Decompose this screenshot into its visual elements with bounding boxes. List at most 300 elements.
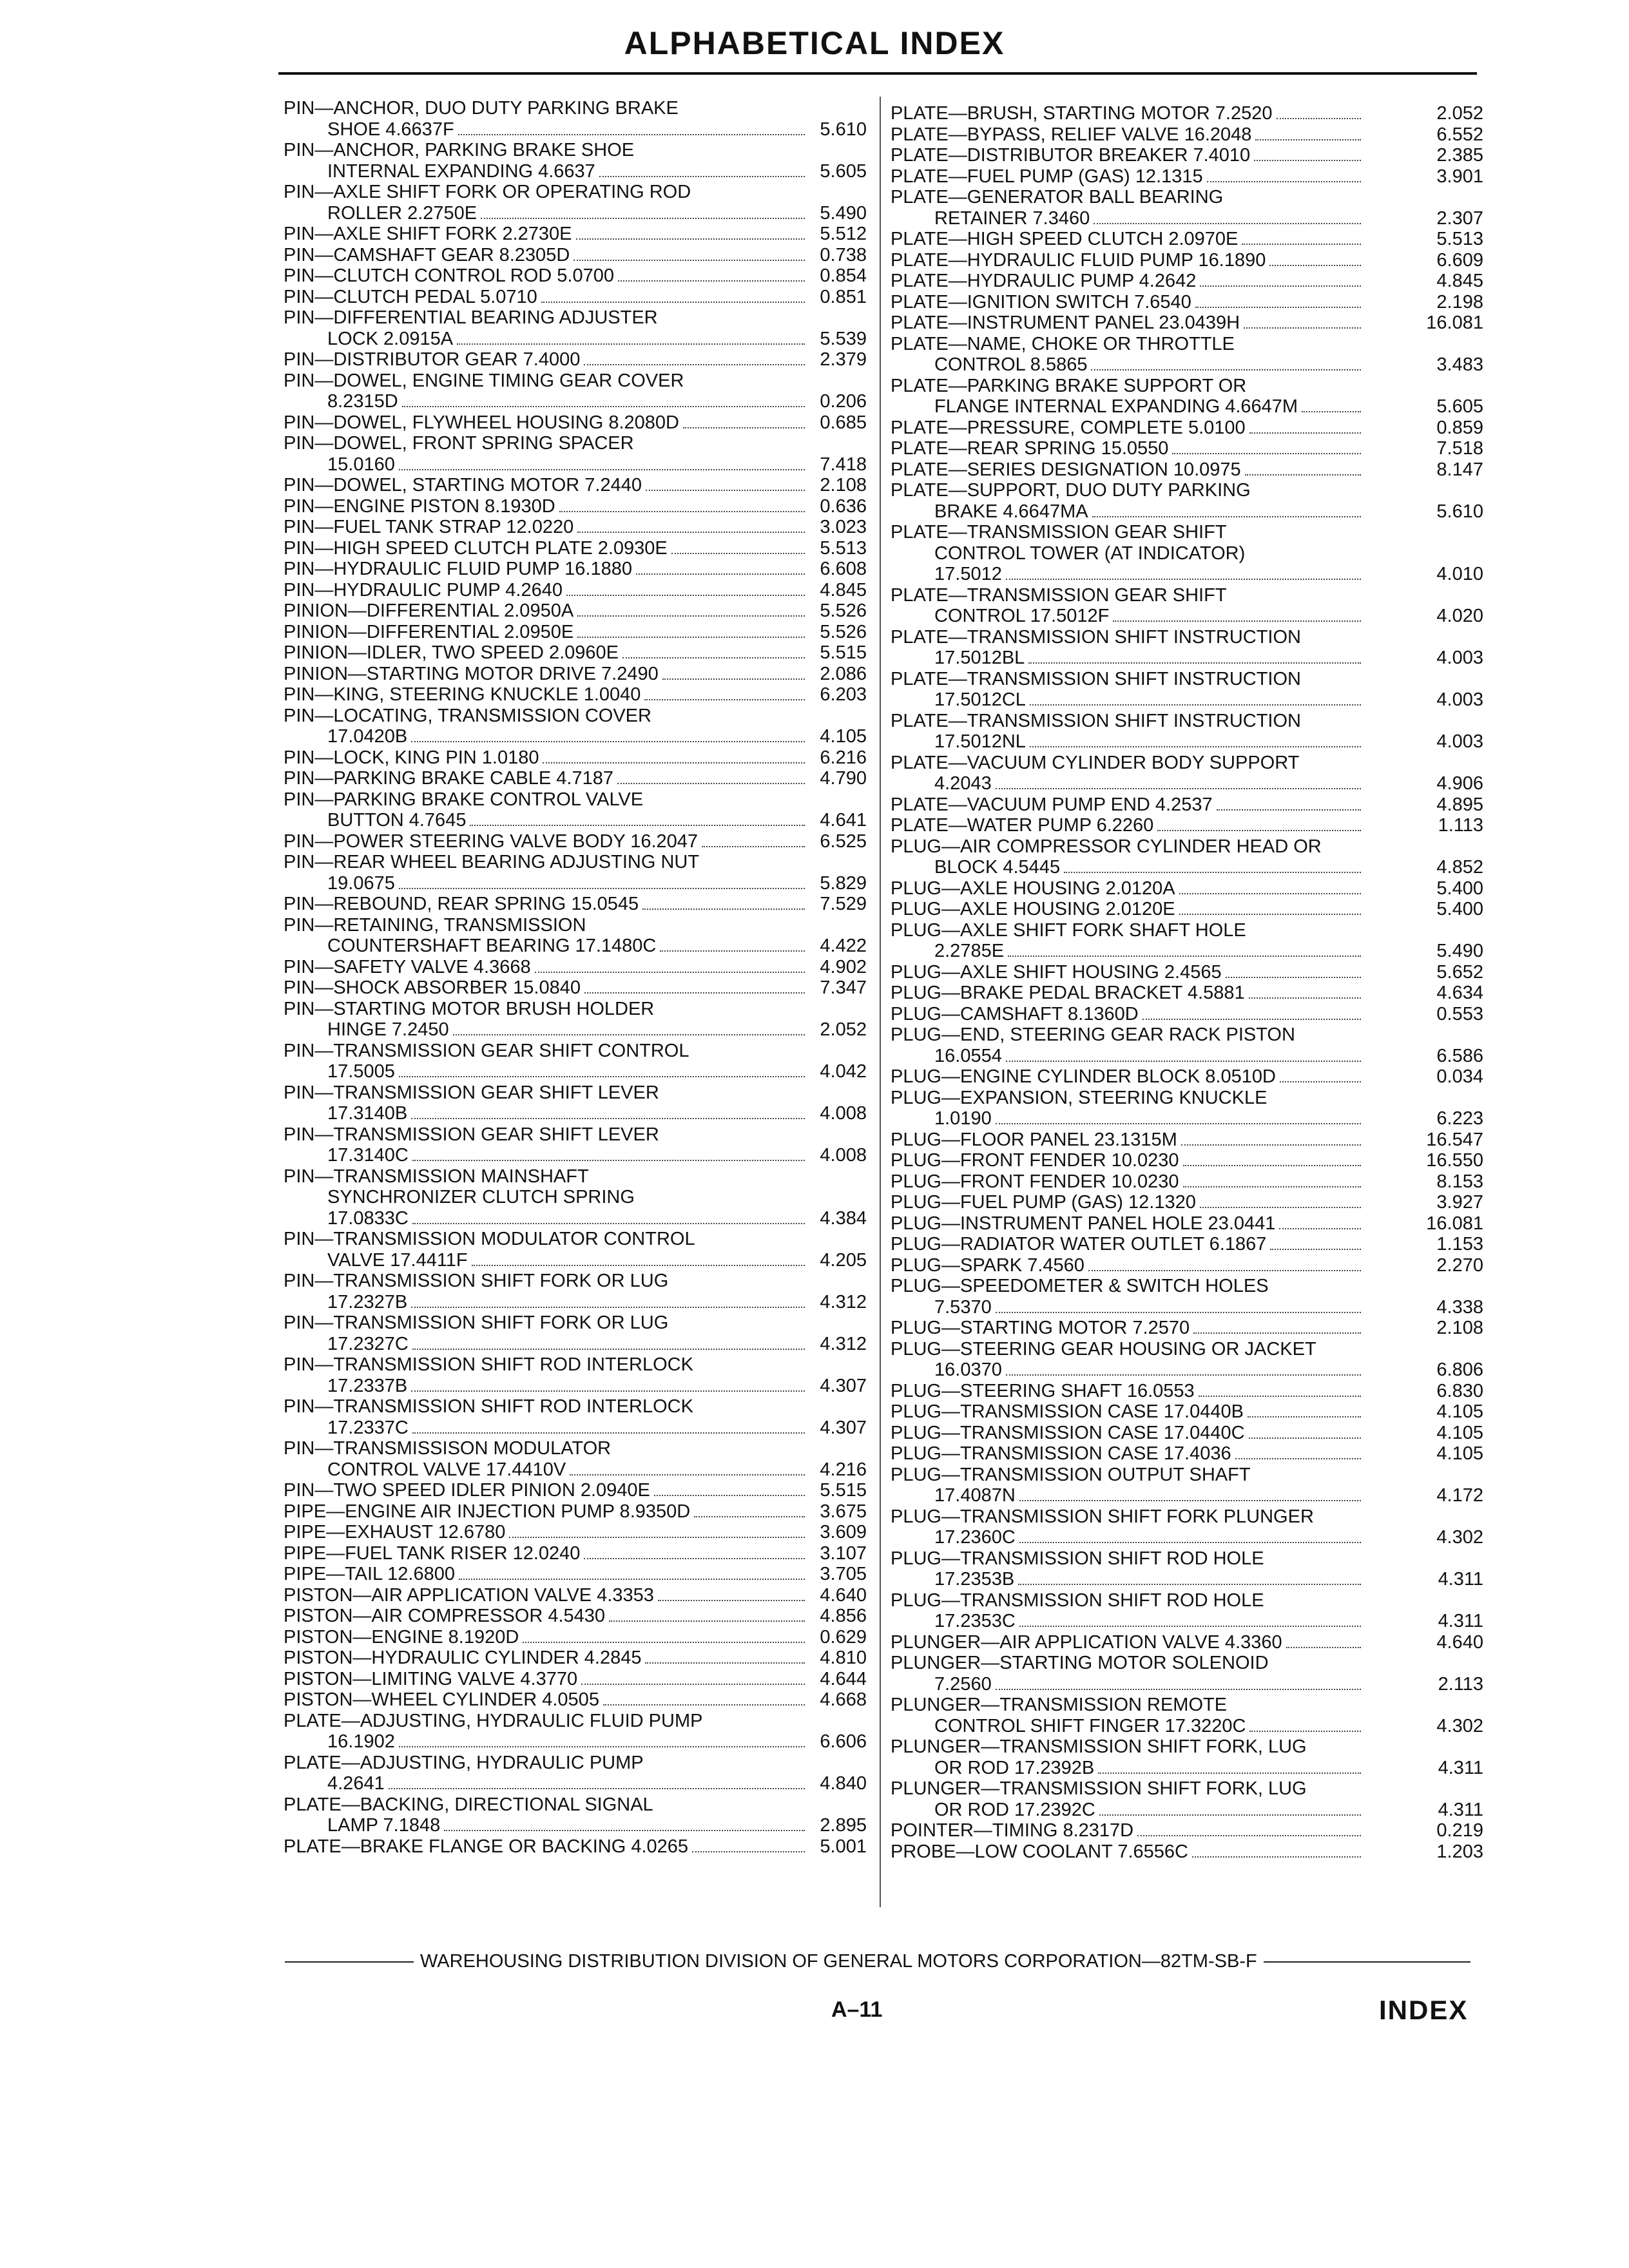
entry-last-line — [891, 1841, 1483, 1863]
dot-leader — [1006, 1048, 1361, 1062]
entry-text-line: PLUG—SPARK 7.4560 — [891, 1254, 1084, 1276]
entry-last-line — [284, 873, 867, 894]
index-entry — [891, 627, 1483, 669]
entry-text-line: SHOE 4.6637F — [327, 119, 454, 140]
entry-text-line: PISTON—ENGINE 8.1920D — [284, 1626, 519, 1648]
entry-text-line: PIN—TRANSMISSION SHIFT FORK OR LUG — [284, 1312, 669, 1333]
entry-text-line: PISTON—WHEEL CYLINDER 4.0505 — [284, 1689, 599, 1710]
index-entry — [891, 376, 1483, 418]
entry-page-ref: 5.610 — [820, 119, 867, 140]
entry-page-ref: 2.198 — [1436, 291, 1483, 312]
dot-leader — [1235, 1445, 1361, 1459]
entry-text-line: PIN—DIFFERENTIAL BEARING ADJUSTER — [284, 307, 658, 328]
entry-page-ref: 4.020 — [1436, 606, 1483, 626]
entry-page-ref: 4.042 — [820, 1061, 867, 1082]
entry-text-line: 16.1902 — [327, 1731, 395, 1752]
entry-text-line: PLUG—TRANSMISSION OUTPUT SHAFT — [891, 1464, 1251, 1485]
entry-text-line: PLATE—SUPPORT, DUO DUTY PARKING — [891, 480, 1251, 501]
index-entry — [284, 1166, 867, 1229]
entry-text-line: PIPE—FUEL TANK RISER 12.0240 — [284, 1542, 581, 1564]
index-entry — [891, 1004, 1483, 1025]
index-entry — [284, 580, 867, 601]
entry-text-line: PIN—LOCATING, TRANSMISSION COVER — [284, 705, 651, 726]
dot-leader — [412, 1419, 805, 1434]
entry-page-ref: 8.147 — [1436, 459, 1483, 480]
entry-text-line: PIN—KING, STEERING KNUCKLE 1.0040 — [284, 684, 641, 705]
entry-text-line: 17.4087N — [934, 1485, 1016, 1506]
entry-page-ref: 4.311 — [1438, 1611, 1483, 1631]
entry-last-line — [284, 601, 867, 622]
entry-text-line: PLUG—AXLE SHIFT HOUSING 2.4565 — [891, 961, 1222, 983]
entry-page-ref: 2.895 — [820, 1815, 867, 1836]
entry-text-line: LOCK 2.0915A — [327, 328, 454, 349]
entry-page-ref: 7.347 — [820, 977, 867, 998]
index-entry — [891, 1506, 1483, 1548]
dot-leader — [389, 1775, 805, 1789]
index-entry — [284, 412, 867, 434]
index-entry — [284, 1082, 867, 1124]
entry-text-line: PIN—TRANSMISSION MODULATOR CONTROL — [284, 1229, 695, 1249]
entry-last-line — [284, 329, 867, 350]
entry-page-ref: 0.851 — [820, 286, 867, 307]
entry-text-line: PIN—TWO SPEED IDLER PINION 2.0940E — [284, 1480, 650, 1501]
entry-text-line: PIN—TRANSMISSION MAINSHAFT — [284, 1166, 589, 1187]
dot-leader — [459, 1566, 805, 1580]
entry-text-line: PLATE—TRANSMISSION GEAR SHIFT — [891, 584, 1227, 606]
dot-leader — [411, 1105, 805, 1119]
entry-page-ref: 4.840 — [820, 1773, 867, 1794]
dot-leader — [584, 351, 805, 365]
entry-last-line — [891, 1443, 1483, 1465]
entry-text-line: 17.2337C — [327, 1417, 409, 1438]
dot-leader — [472, 1252, 805, 1266]
entry-text-line: 17.3140B — [327, 1103, 408, 1124]
dot-leader — [683, 414, 805, 428]
entry-text-line: PLATE—INSTRUMENT PANEL 23.0439H — [891, 312, 1240, 333]
dot-leader — [1192, 1843, 1361, 1858]
entry-last-line — [891, 648, 1483, 669]
entry-last-line — [891, 1297, 1483, 1318]
entry-last-line — [284, 977, 867, 999]
entry-text-line: PLATE—PARKING BRAKE SUPPORT OR — [891, 375, 1247, 396]
index-entry — [284, 182, 867, 224]
entry-text-line: PLATE—HYDRAULIC FLUID PUMP 16.1890 — [891, 249, 1266, 271]
dot-leader — [662, 666, 805, 680]
entry-text-line: PLUG—ENGINE CYLINDER BLOCK 8.0510D — [891, 1066, 1276, 1087]
dot-leader — [399, 875, 805, 889]
entry-last-line — [891, 1066, 1483, 1088]
entry-text-line: 17.5012NL — [934, 731, 1026, 752]
entry-last-line — [891, 271, 1483, 292]
entry-page-ref: 0.629 — [820, 1626, 867, 1648]
dot-leader — [1088, 1257, 1361, 1271]
index-entry — [891, 418, 1483, 439]
entry-text-line: 19.0675 — [327, 872, 395, 894]
entry-text-line: PLUG—TRANSMISSION CASE 17.0440C — [891, 1422, 1245, 1443]
entry-page-ref: 5.526 — [820, 601, 867, 621]
index-entry — [891, 899, 1483, 920]
entry-page-ref: 4.172 — [1436, 1485, 1483, 1506]
entry-page-ref: 4.307 — [820, 1417, 867, 1438]
dot-leader — [996, 775, 1361, 789]
entry-text-line: PIN—ANCHOR, DUO DUTY PARKING BRAKE — [284, 98, 679, 119]
dot-leader — [1195, 294, 1361, 308]
entry-text-line: PLATE—DISTRIBUTOR BREAKER 7.4010 — [891, 145, 1251, 166]
entry-text-line: PINION—STARTING MOTOR DRIVE 7.2490 — [284, 663, 659, 684]
entry-text-line: PIN—LOCK, KING PIN 1.0180 — [284, 747, 539, 768]
entry-text-line: 7.5370 — [934, 1296, 992, 1318]
entry-last-line — [891, 962, 1483, 983]
entry-page-ref: 3.023 — [820, 517, 867, 537]
entry-page-ref: 4.422 — [820, 936, 867, 956]
entry-text-line: PLATE—BRAKE FLANGE OR BACKING 4.0265 — [284, 1836, 689, 1857]
entry-text-line: PLUG—EXPANSION, STEERING KNUCKLE — [891, 1087, 1268, 1108]
entry-last-line — [284, 1669, 867, 1690]
entry-last-line — [891, 606, 1483, 627]
entry-text-line: PLATE—GENERATOR BALL BEARING — [891, 187, 1224, 207]
entry-text-line: CONTROL VALVE 17.4410V — [327, 1459, 566, 1480]
entry-last-line — [891, 1401, 1483, 1423]
entry-page-ref: 2.379 — [820, 349, 867, 370]
entry-last-line — [891, 1234, 1483, 1255]
entry-text-line: HINGE 7.2450 — [327, 1019, 449, 1040]
entry-text-line: LAMP 7.1848 — [327, 1815, 441, 1836]
entry-page-ref: 4.312 — [820, 1291, 867, 1312]
entry-last-line — [284, 1543, 867, 1564]
index-entry — [284, 1836, 867, 1858]
dot-leader — [566, 582, 805, 596]
entry-page-ref: 2.052 — [820, 1019, 867, 1040]
entry-text-line: PIN—TRANSMISSION SHIFT ROD INTERLOCK — [284, 1396, 693, 1417]
entry-text-line: PIN—PARKING BRAKE CONTROL VALVE — [284, 789, 644, 810]
dot-leader — [1254, 147, 1361, 161]
dot-leader — [692, 1838, 805, 1852]
entry-text-line: PIN—REBOUND, REAR SPRING 15.0545 — [284, 894, 639, 914]
entry-last-line — [891, 229, 1483, 250]
dot-leader — [509, 1524, 805, 1538]
entry-page-ref: 3.927 — [1436, 1192, 1483, 1213]
index-entry — [891, 438, 1483, 459]
index-entry — [891, 1066, 1483, 1088]
entry-text-line: PLUG—STEERING GEAR HOUSING OR JACKET — [891, 1338, 1316, 1360]
entry-page-ref: 4.302 — [1436, 1527, 1483, 1548]
dot-leader — [660, 937, 805, 952]
entry-page-ref: 6.203 — [820, 684, 867, 705]
index-entry — [284, 1522, 867, 1543]
entry-text-line: PIN—TRANSMISSION SHIFT ROD INTERLOCK — [284, 1354, 693, 1375]
dot-leader — [1242, 231, 1361, 245]
entry-text-line: PLATE—REAR SPRING 15.0550 — [891, 438, 1169, 459]
entry-text-line: PIN—FUEL TANK STRAP 12.0220 — [284, 517, 574, 537]
dot-leader — [1030, 733, 1361, 747]
entry-last-line — [891, 418, 1483, 439]
index-entry — [284, 1794, 867, 1836]
index-entry — [891, 1841, 1483, 1863]
dot-leader — [411, 1294, 805, 1308]
entry-page-ref: 4.338 — [1436, 1296, 1483, 1318]
dot-leader — [1270, 1236, 1361, 1250]
entry-page-ref: 5.829 — [820, 872, 867, 894]
entry-page-ref: 5.400 — [1436, 899, 1483, 919]
entry-text-line: PLATE—TRANSMISSION SHIFT INSTRUCTION — [891, 626, 1301, 648]
dot-leader — [412, 1336, 805, 1350]
entry-text-line: 7.2560 — [934, 1673, 992, 1695]
entry-text-line: PIPE—TAIL 12.6800 — [284, 1564, 455, 1584]
dot-leader — [1137, 1822, 1361, 1836]
left-index-column — [284, 98, 867, 1857]
entry-page-ref: 4.634 — [1436, 983, 1483, 1003]
entry-text-line: PISTON—LIMITING VALVE 4.3770 — [284, 1668, 578, 1689]
entry-last-line — [284, 1564, 867, 1585]
index-entry — [891, 1778, 1483, 1820]
entry-last-line — [284, 265, 867, 287]
dot-leader — [481, 205, 805, 219]
dot-leader — [399, 1063, 805, 1077]
entry-text-line: PIN—PARKING BRAKE CABLE 4.7187 — [284, 768, 614, 789]
dot-leader — [1245, 461, 1361, 476]
index-entry — [891, 1234, 1483, 1255]
index-entry — [891, 1695, 1483, 1736]
index-entry — [284, 706, 867, 747]
entry-text-line: PIN—REAR WHEEL BEARING ADJUSTING NUT — [284, 852, 700, 872]
index-entry — [284, 1689, 867, 1711]
index-entry — [891, 962, 1483, 983]
index-entry — [284, 475, 867, 496]
dot-leader — [622, 644, 805, 658]
dot-leader — [599, 163, 805, 177]
index-entry — [284, 1229, 867, 1271]
entry-text-line: BRAKE 4.6647MA — [934, 501, 1088, 522]
entry-page-ref: 5.526 — [820, 621, 867, 642]
entry-text-line: PLUG—TRANSMISSION SHIFT ROD HOLE — [891, 1548, 1264, 1569]
dot-leader — [1019, 1613, 1361, 1627]
entry-page-ref: 5.515 — [820, 642, 867, 663]
entry-last-line — [891, 1611, 1483, 1632]
entry-text-line: PLATE—SERIES DESIGNATION 10.0975 — [891, 459, 1241, 480]
dot-leader — [1094, 210, 1361, 224]
dot-leader — [1249, 419, 1361, 434]
dot-leader — [646, 477, 805, 491]
entry-page-ref: 1.113 — [1438, 815, 1483, 836]
entry-page-ref: 0.553 — [1436, 1003, 1483, 1024]
entry-last-line — [891, 208, 1483, 229]
entry-text-line: 17.5005 — [327, 1061, 395, 1082]
entry-last-line — [284, 622, 867, 643]
index-entry — [891, 522, 1483, 585]
entry-last-line — [284, 1815, 867, 1836]
entry-page-ref: 3.705 — [820, 1564, 867, 1584]
index-entry — [891, 920, 1483, 962]
entry-text-line: 2.2785E — [934, 941, 1005, 961]
dot-leader — [444, 1817, 805, 1831]
index-entry — [891, 1255, 1483, 1276]
dot-leader — [535, 959, 805, 973]
entry-last-line — [891, 501, 1483, 523]
entry-page-ref: 4.311 — [1438, 1757, 1483, 1778]
dot-leader — [1255, 126, 1361, 140]
entry-page-ref: 5.539 — [820, 328, 867, 349]
entry-page-ref: 8.153 — [1436, 1171, 1483, 1192]
index-entry — [284, 622, 867, 643]
entry-last-line — [891, 1569, 1483, 1590]
index-entry — [891, 794, 1483, 816]
entry-text-line: PLATE—TRANSMISSION SHIFT INSTRUCTION — [891, 668, 1301, 689]
footer-text: WAREHOUSING DISTRIBUTION DIVISION OF GENERAL MOTORS CORPORATION—82TM-SB-F — [420, 1951, 1257, 1972]
index-entry — [891, 1129, 1483, 1151]
entry-page-ref: 4.105 — [820, 726, 867, 747]
index-entry — [284, 349, 867, 370]
entry-text-line: PLATE—HIGH SPEED CLUTCH 2.0970E — [891, 229, 1239, 249]
entry-text-line: PINION—DIFFERENTIAL 2.0950E — [284, 621, 574, 642]
entry-last-line — [891, 1046, 1483, 1067]
entry-text-line: OR ROD 17.2392B — [934, 1757, 1095, 1778]
entry-last-line — [891, 354, 1483, 376]
entry-last-line — [284, 1689, 867, 1711]
entry-text-line: PISTON—AIR APPLICATION VALVE 4.3353 — [284, 1584, 654, 1606]
entry-text-line: PIN—DOWEL, FRONT SPRING SPACER — [284, 433, 634, 454]
index-entry — [891, 480, 1483, 522]
dot-leader — [1019, 1529, 1361, 1543]
entry-text-line: CONTROL 17.5012F — [934, 606, 1110, 626]
index-entry — [284, 1606, 867, 1627]
dot-leader — [1200, 1194, 1361, 1208]
entry-last-line — [891, 1004, 1483, 1025]
entry-page-ref: 0.034 — [1436, 1066, 1483, 1087]
entry-page-ref: 4.311 — [1438, 1799, 1483, 1820]
index-entry — [891, 1736, 1483, 1778]
entry-text-line: PLATE—PRESSURE, COMPLETE 5.0100 — [891, 417, 1246, 438]
entry-text-line: PIN—HYDRAULIC PUMP 4.2640 — [284, 579, 563, 601]
entry-page-ref: 4.384 — [820, 1207, 867, 1229]
index-entry — [891, 250, 1483, 271]
entry-text-line: PLUG—FUEL PUMP (GAS) 12.1320 — [891, 1192, 1196, 1213]
entry-last-line — [284, 559, 867, 580]
entry-last-line — [284, 412, 867, 434]
dot-leader — [1008, 943, 1361, 957]
entry-last-line — [891, 166, 1483, 187]
dot-leader — [1098, 1760, 1361, 1774]
dot-leader — [1279, 1215, 1361, 1229]
entry-text-line: PLATE—BYPASS, RELIEF VALVE 16.2048 — [891, 124, 1252, 145]
entry-text-line: PIN—ANCHOR, PARKING BRAKE SHOE — [284, 140, 635, 160]
entry-last-line — [284, 726, 867, 747]
entry-last-line — [284, 1627, 867, 1648]
entry-text-line: PLATE—WATER PUMP 6.2260 — [891, 815, 1154, 836]
index-entry — [284, 1753, 867, 1794]
entry-text-line: PLUG—FRONT FENDER 10.0230 — [891, 1150, 1179, 1171]
entry-last-line — [284, 1418, 867, 1439]
entry-page-ref: 4.902 — [820, 956, 867, 977]
entry-text-line: PLUNGER—TRANSMISSION SHIFT FORK, LUG — [891, 1736, 1307, 1757]
entry-page-ref: 1.153 — [1436, 1234, 1483, 1254]
entry-text-line: PIN—TRANSMISSION GEAR SHIFT LEVER — [284, 1082, 659, 1103]
entry-last-line — [284, 245, 867, 266]
index-entry — [891, 1443, 1483, 1465]
entry-last-line — [284, 1501, 867, 1523]
index-entry — [891, 815, 1483, 836]
entry-last-line — [284, 1145, 867, 1166]
right-index-column — [891, 103, 1483, 1862]
entry-last-line — [284, 1061, 867, 1082]
dot-leader — [996, 1299, 1361, 1313]
entry-text-line: PIN—AXLE SHIFT FORK OR OPERATING ROD — [284, 182, 691, 202]
entry-text-line: PIN—HYDRAULIC FLUID PUMP 16.1880 — [284, 559, 632, 579]
entry-text-line: PLUG—TRANSMISSION CASE 17.4036 — [891, 1443, 1231, 1464]
dot-leader — [1099, 1802, 1361, 1816]
dot-leader — [559, 498, 805, 512]
entry-last-line — [284, 119, 867, 140]
index-entry — [284, 538, 867, 559]
footer-rule-right — [1264, 1961, 1470, 1963]
index-entry — [891, 1632, 1483, 1653]
index-entry — [284, 1585, 867, 1606]
entry-text-line: PIN—DOWEL, STARTING MOTOR 7.2440 — [284, 475, 642, 495]
dot-leader — [576, 226, 805, 240]
entry-page-ref: 6.586 — [1436, 1045, 1483, 1066]
entry-text-line: PLATE—VACUUM CYLINDER BODY SUPPORT — [891, 752, 1300, 773]
dot-leader — [1286, 1634, 1361, 1648]
entry-page-ref: 4.010 — [1436, 564, 1483, 584]
entry-page-ref: 5.610 — [1436, 501, 1483, 522]
index-entry — [284, 1711, 867, 1753]
entry-last-line — [284, 831, 867, 852]
index-entry — [284, 307, 867, 349]
dot-leader — [1207, 168, 1361, 182]
index-entry — [284, 517, 867, 538]
dot-leader — [1249, 985, 1361, 999]
dot-leader — [399, 456, 805, 470]
dot-leader — [523, 1629, 805, 1643]
entry-last-line — [284, 1585, 867, 1606]
entry-text-line: PIN—DISTRIBUTOR GEAR 7.4000 — [284, 349, 581, 370]
dot-leader — [584, 1545, 805, 1559]
entry-page-ref: 4.790 — [820, 768, 867, 789]
entry-page-ref: 6.552 — [1436, 124, 1483, 145]
entry-text-line: CONTROL SHIFT FINGER 17.3220C — [934, 1715, 1246, 1736]
entry-last-line — [284, 1103, 867, 1124]
entry-last-line — [284, 517, 867, 538]
entry-page-ref: 0.206 — [820, 391, 867, 412]
entry-page-ref: 4.105 — [1436, 1443, 1483, 1464]
entry-text-line: 17.2327B — [327, 1291, 408, 1312]
dot-leader — [457, 331, 805, 345]
entry-text-line: PIN—SAFETY VALVE 4.3668 — [284, 956, 531, 977]
entry-last-line — [284, 894, 867, 915]
entry-last-line — [284, 580, 867, 601]
entry-last-line — [891, 1423, 1483, 1444]
index-entry — [284, 684, 867, 706]
entry-text-line: PLUG—AXLE SHIFT FORK SHAFT HOLE — [891, 919, 1246, 941]
entry-page-ref: 4.105 — [1436, 1422, 1483, 1443]
entry-page-ref: 4.895 — [1436, 794, 1483, 815]
entry-text-line: OR ROD 17.2392C — [934, 1799, 1095, 1820]
dot-leader — [543, 749, 805, 764]
entry-last-line — [891, 396, 1483, 418]
entry-page-ref: 4.640 — [820, 1584, 867, 1606]
entry-text-line: PIN—TRANSMISSION SHIFT FORK OR LUG — [284, 1271, 669, 1291]
index-entry — [284, 999, 867, 1041]
index-entry — [891, 836, 1483, 878]
entry-page-ref: 6.609 — [1436, 249, 1483, 271]
entry-page-ref: 6.216 — [820, 747, 867, 768]
entry-page-ref: 4.003 — [1436, 689, 1483, 710]
entry-page-ref: 5.652 — [1436, 961, 1483, 983]
dot-leader — [412, 1147, 805, 1161]
index-entry — [891, 1213, 1483, 1235]
index-entry — [891, 1590, 1483, 1632]
entry-page-ref: 4.008 — [820, 1145, 867, 1166]
entry-text-line: PLUNGER—TRANSMISSION SHIFT FORK, LUG — [891, 1778, 1307, 1799]
